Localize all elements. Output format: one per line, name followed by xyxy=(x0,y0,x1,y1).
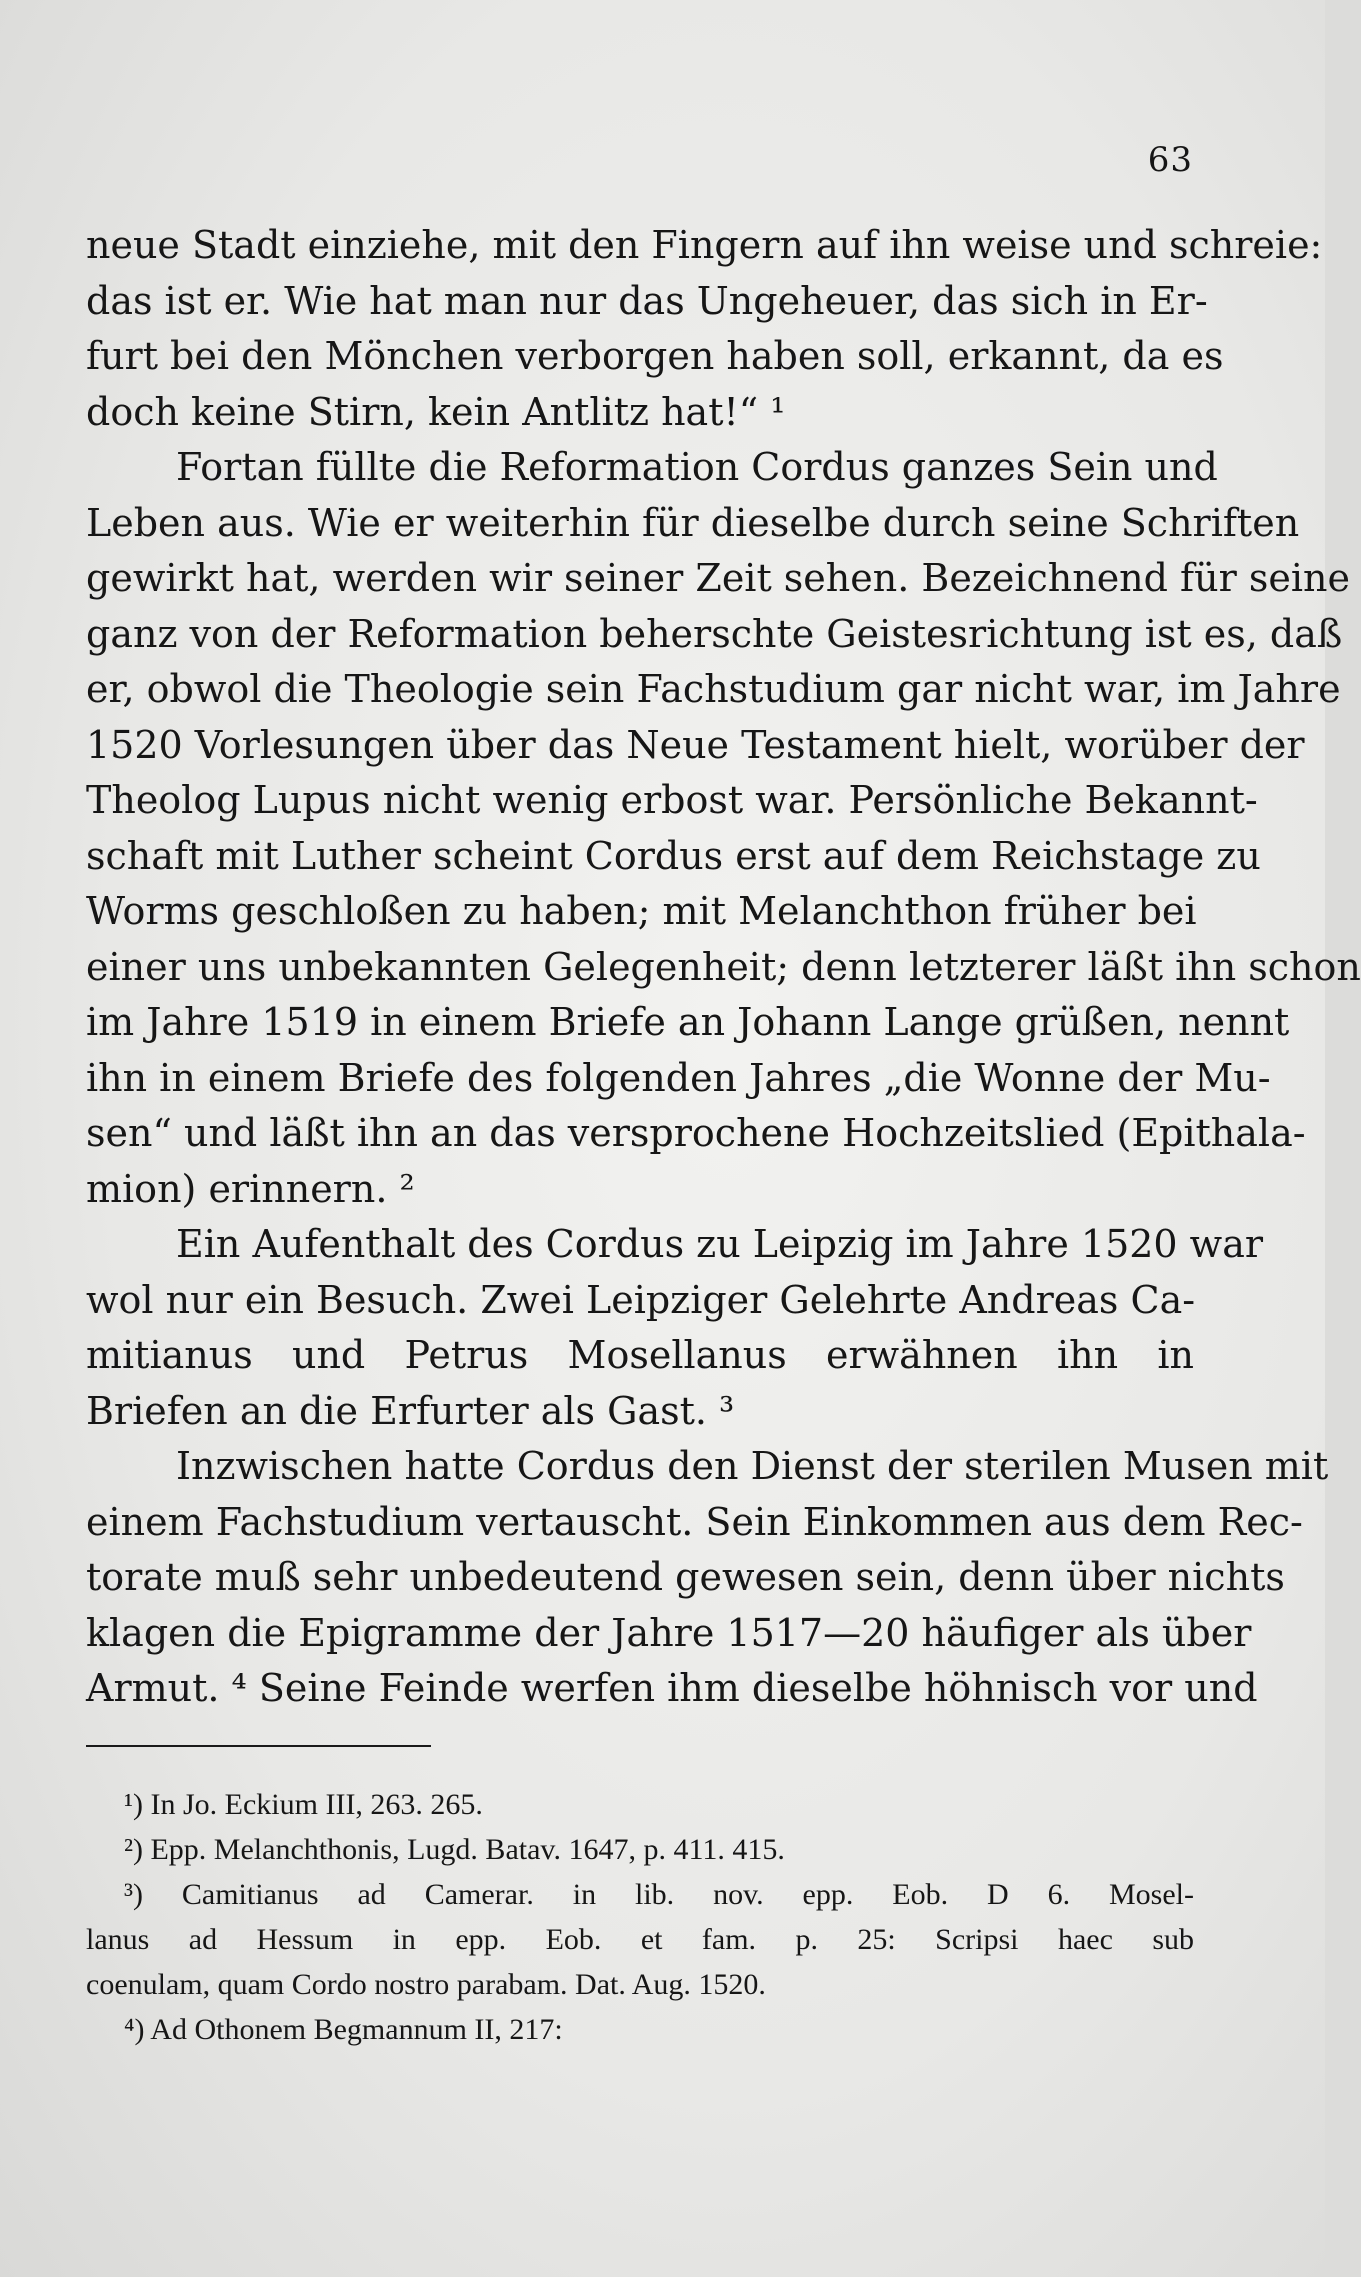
footnotes xyxy=(86,1782,1194,2052)
text-line: Fortan füllte die Reformation Cordus ganzes Sein und xyxy=(176,445,1218,489)
text-line: einer uns unbekannten Gelegenheit; denn letzterer läßt ihn schon xyxy=(86,944,1361,989)
text-line: Worms geschloßen zu haben; mit Melanchthon früher bei xyxy=(86,889,1197,933)
footnote-line: ¹) In Jo. Eckium III, 263. 265. xyxy=(124,1788,483,1821)
text-line: klagen die Epigramme der Jahre 1517—20 häufiger als über xyxy=(86,1610,1252,1655)
text-line: ganz von der Reformation beherschte Geistesrichtung ist es, daß xyxy=(86,611,1343,656)
text-line: torate muß sehr unbedeutend gewesen sein, denn über nichts xyxy=(86,1555,1285,1599)
text-line: wol nur ein Besuch. Zwei Leipziger Gelehrte Andreas Ca- xyxy=(86,1277,1196,1322)
text-line: sen“ und läßt ihn an das versprochene Hochzeitslied (Epithala- xyxy=(86,1111,1306,1155)
text-line: er, obwol die Theologie sein Fachstudium gar nicht war, im Jahre xyxy=(86,667,1341,711)
text-line: furt bei den Mönchen verborgen haben soll, erkannt, da es xyxy=(86,334,1224,378)
text-line: neue Stadt einziehe, mit den Fingern auf ihn weise und schreie: xyxy=(86,223,1323,267)
footnote-divider xyxy=(86,1745,431,1747)
text-line: das ist er. Wie hat man nur das Ungeheuer, das sich in Er- xyxy=(86,278,1208,323)
text-line: Ein Aufenthalt des Cordus zu Leipzig im Jahre 1520 war xyxy=(176,1222,1264,1266)
text-line: mion) erinnern. ² xyxy=(86,1166,415,1211)
text-line: Theolog Lupus nicht wenig erbost war. Persönliche Bekannt- xyxy=(86,778,1258,822)
page-number: 63 xyxy=(1147,140,1193,180)
text-line: gewirkt hat, werden wir seiner Zeit sehen. Bezeichnend für seine xyxy=(86,556,1350,600)
footnote-line: coenulam, quam Cordo nostro parabam. Dat. Aug. 1520. xyxy=(86,1968,766,2001)
footnote-line: lanus ad Hessum in epp. Eob. et fam. p. 25: Scripsi haec sub xyxy=(86,1923,1194,1956)
text-line: doch keine Stirn, kein Antlitz hat!“ ¹ xyxy=(86,389,786,434)
text-line: Armut. ⁴ Seine Feinde werfen ihm dieselbe höhnisch vor und xyxy=(86,1666,1258,1710)
text-line: schaft mit Luther scheint Cordus erst auf dem Reichstage zu xyxy=(86,833,1261,878)
text-line: Inzwischen hatte Cordus den Dienst der sterilen Musen mit xyxy=(176,1444,1329,1488)
text-line: einem Fachstudium vertauscht. Sein Einkommen aus dem Rec- xyxy=(86,1499,1303,1544)
text-line: Leben aus. Wie er weiterhin für dieselbe durch seine Schriften xyxy=(86,500,1300,545)
footnote-line: ²) Epp. Melanchthonis, Lugd. Batav. 1647, p. 411. 415. xyxy=(124,1833,785,1866)
footnote-line: ³) Camitianus ad Camerar. in lib. nov. epp. Eob. D 6. Mosel- xyxy=(124,1878,1194,1911)
body-text xyxy=(86,218,1361,1717)
text-line: Briefen an die Erfurter als Gast. ³ xyxy=(86,1388,735,1433)
text-line: im Jahre 1519 in einem Briefe an Johann Lange grüßen, nennt xyxy=(86,1000,1290,1044)
footnote-line: ⁴) Ad Othonem Begmannum II, 217: xyxy=(124,2013,563,2046)
text-line: 1520 Vorlesungen über das Neue Testament hielt, worüber der xyxy=(86,722,1305,767)
text-line: ihn in einem Briefe des folgenden Jahres „die Wonne der Mu- xyxy=(86,1055,1271,1100)
text-line: mitianus und Petrus Mosellanus erwähnen ihn in xyxy=(86,1333,1194,1377)
